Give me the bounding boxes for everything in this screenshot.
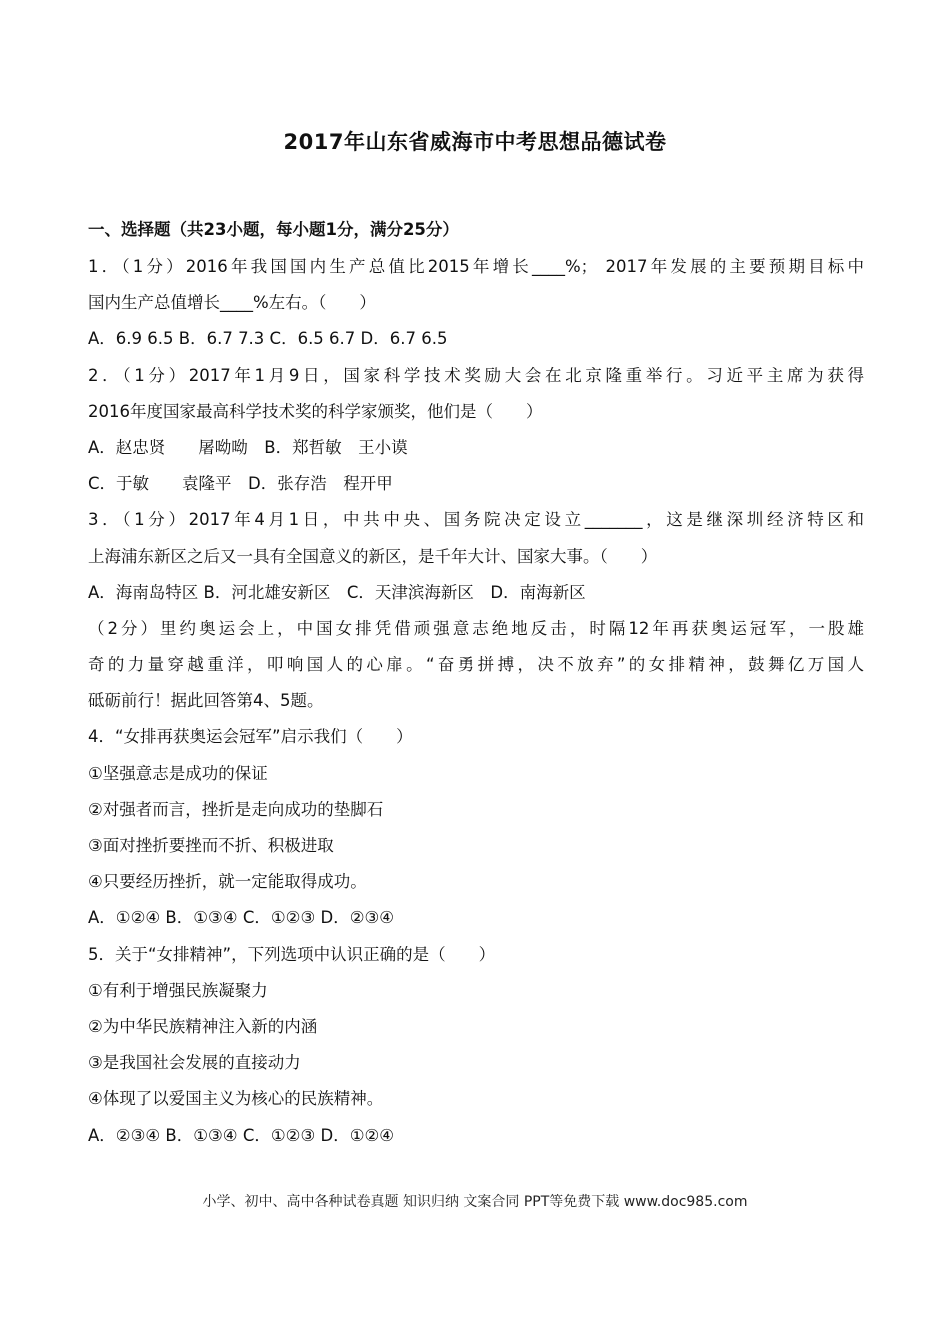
text-line: A．6.9 6.5 B．6.7 7.3 C．6.5 6.7 D．6.7 6.5 bbox=[88, 329, 448, 349]
text-line: 上海浦东新区之后又一具有全国意义的新区，是千年大计、国家大事。（ ） bbox=[88, 546, 658, 566]
question-content bbox=[88, 249, 864, 1154]
text-line: 奇的力量穿越重洋，叩响国人的心扉。“奋勇拼搏，决不放弃”的女排精神，鼓舞亿万国人 bbox=[88, 655, 864, 675]
text-line: C．于敏 袁隆平 D．张存浩 程开甲 bbox=[88, 474, 393, 494]
text-line: ③面对挫折要挫而不折、积极进取 bbox=[88, 836, 334, 855]
text-line: ③是我国社会发展的直接动力 bbox=[88, 1053, 301, 1073]
text-line: 5．关于“女排精神”，下列选项中认识正确的是（ ） bbox=[88, 944, 496, 964]
section-heading: 一、选择题（共23小题，每小题1分，满分25分） bbox=[88, 220, 459, 239]
text-line: A．赵忠贤 屠呦呦 B．郑哲敏 王小谟 bbox=[88, 437, 408, 457]
text-line: 国内生产总值增长____%左右。（ ） bbox=[88, 293, 376, 313]
page-title: 2017年山东省威海市中考思想品德试卷 bbox=[283, 130, 667, 154]
text-line: A．海南岛特区 B．河北雄安新区 C．天津滨海新区 D．南海新区 bbox=[88, 582, 586, 602]
text-line: ④只要经历挫折，就一定能取得成功。 bbox=[88, 872, 367, 892]
text-line: ②对强者而言，挫折是走向成功的垫脚石 bbox=[88, 799, 384, 819]
text-line: 3．（1分）2017年4月1日，中共中央、国务院决定设立_______，这是继深圳经济特区和 bbox=[88, 510, 864, 530]
text-line: ④体现了以爱国主义为核心的民族精神。 bbox=[88, 1089, 384, 1109]
text-line: ①有利于增强民族凝聚力 bbox=[88, 980, 268, 1000]
text-line: 1．（1分）2016年我国国内生产总值比2015年增长____%； 2017年发展的主要预期目标中 bbox=[88, 257, 864, 276]
text-line: 2016年度国家最高科学技术奖的科学家颁奖，他们是（ ） bbox=[88, 401, 543, 421]
text-line: 2．（1分）2017年1月9日，国家科学技术奖励大会在北京隆重举行。习近平主席为获得 bbox=[88, 365, 864, 385]
text-line: A．①②④ B．①③④ C．①②③ D．②③④ bbox=[88, 908, 395, 928]
text-line: ①坚强意志是成功的保证 bbox=[88, 763, 268, 783]
text-line: （2分）里约奥运会上，中国女排凭借顽强意志绝地反击，时隔12年再获奥运冠军，一股雄 bbox=[88, 618, 864, 638]
text-line: 4．“女排再获奥运会冠军”启示我们（ ） bbox=[88, 727, 413, 747]
text-line: 砥砺前行！据此回答第4、5题。 bbox=[88, 691, 324, 711]
text-line: ②为中华民族精神注入新的内涵 bbox=[88, 1016, 318, 1036]
text-line: A．②③④ B．①③④ C．①②③ D．①②④ bbox=[88, 1125, 395, 1145]
page-footer: 小学、初中、高中各种试卷真题 知识归纳 文案合同 PPT等免费下载 www.doc985.com bbox=[202, 1194, 748, 1210]
